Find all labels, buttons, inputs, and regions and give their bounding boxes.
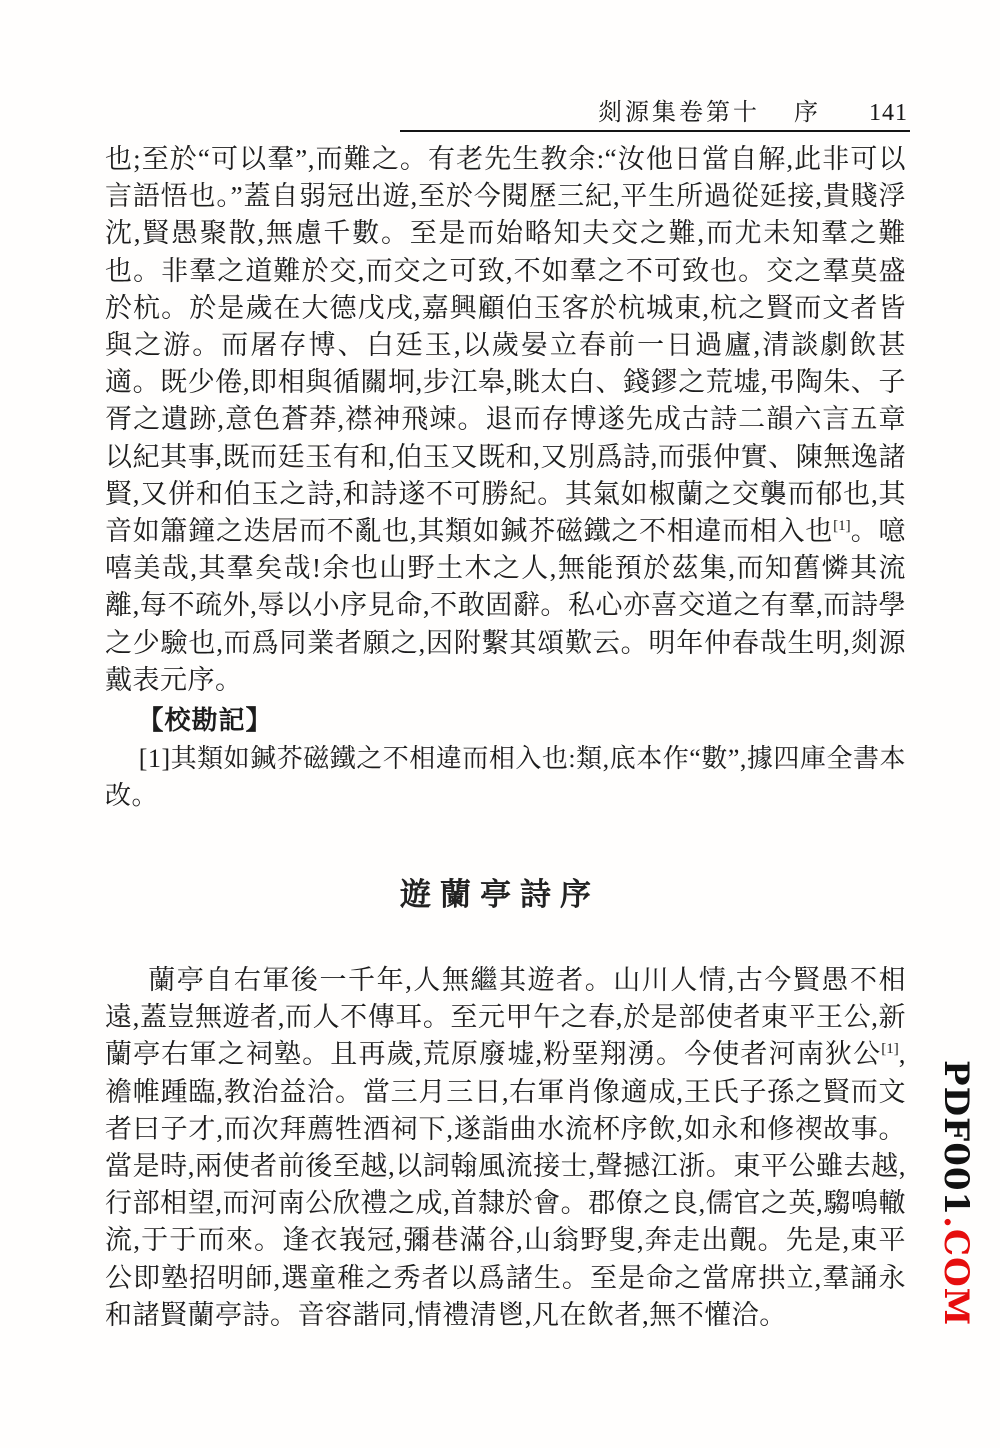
- watermark-tld: .COM: [936, 1216, 976, 1327]
- header-rule: [400, 130, 910, 132]
- collation-heading: 【校勘記】: [137, 706, 273, 736]
- book-volume-title: 剡源集卷第十: [598, 100, 760, 126]
- page-number: 141: [869, 100, 908, 126]
- watermark: [936, 1060, 976, 1326]
- header-section-label: 序: [794, 100, 821, 126]
- lanting-preface-paragraph: [105, 962, 906, 1334]
- watermark-name: PDF001: [936, 1060, 976, 1217]
- footnote-reference-2: [1]: [881, 1041, 899, 1058]
- collation-section: [105, 703, 906, 814]
- serial-preface-paragraph: [105, 141, 906, 699]
- section-title: 遊蘭亭詩序: [400, 877, 600, 913]
- collation-note: [1]其類如鍼芥磁鐵之不相違而相入也:類,底本作“數”,據四庫全書本改。: [105, 744, 906, 811]
- serial-preface-text: 也;至於“可以羣”,而難之。有老先生教余:“汝他日當自解,此非可以言語悟也。”蓋自弱冠出遊,至於今閱歷三紀,平生所過從延接,貴賤浮沈,賢愚聚散,無慮千數。至是而始略知夫交之難,而尤未知羣之難也。非羣之道難於交,而交之可致,不如羣之不可致也。交之羣莫盛於杭。於是歲在大德戊戌,嘉興顧伯玉客於杭城東,杭之賢而文者皆與之游。而屠存博、白廷玉,以歲晏立春前一日過廬,清談劇飲甚適。既少倦,即相與循關坰,步江皋,眺太白、錢鏐之荒墟,弔陶朱、子胥之遺跡,意色蒼莽,襟神飛竦。退而存博遂先成古詩二韻六言五章以紀其事,既而廷玉有和,伯玉又既和,又別爲詩,而張仲實、陳無逸諸賢,又併和伯玉之詩,和詩遂不可勝紀。其氣如椒蘭之交襲而郁也,其音如簫鐘之迭居而不亂也,其類如鍼芥磁鐵之不相違而相入也: [105, 144, 906, 547]
- serial-preface-text-continued: 。噫嘻美哉,其羣矣哉!余也山野土木之人,無能預於茲集,而知舊憐其流離,每不疏外,辱以小序見命,不敢固辭。私心亦喜交道之有羣,而詩學之少驗也,而爲同業者願之,因附繫其頌歎云。明年仲春哉生明,剡源戴表元序。: [105, 516, 907, 695]
- lanting-preface-text-continued: ,襜帷踵臨,教治益洽。當三月三日,右軍肖像適成,王氏子孫之賢而文者曰子才,而次拜薦牲酒祠下,遂詣曲水流杯序飲,如永和修禊故事。當是時,兩使者前後至越,以詞翰風流接士,聲撼江浙。東平公雖去越,行部相望,而河南公欣禮之成,首隸於會。郡僚之良,儒官之英,騶鳴轍流,于于而來。逢衣峩冠,彌巷滿谷,山翁野叟,奔走出覿。先是,東平公即塾招明師,選童稚之秀者以爲諸生。至是命之當席拱立,羣誦永和諸賢蘭亭詩。音容諧同,情禮清鬯,凡在飲者,無不懽洽。: [105, 1039, 906, 1330]
- footnote-reference-1: [1]: [833, 518, 851, 535]
- running-header: [598, 92, 908, 127]
- lanting-preface-text: 蘭亭自右軍後一千年,人無繼其遊者。山川人情,古今賢愚不相遠,蓋豈無遊者,而人不傳耳。至元甲午之春,於是部使者東平王公,新蘭亭右軍之祠塾。且再歲,荒原廢墟,粉堊翔湧。今使者河南狄公: [105, 965, 906, 1070]
